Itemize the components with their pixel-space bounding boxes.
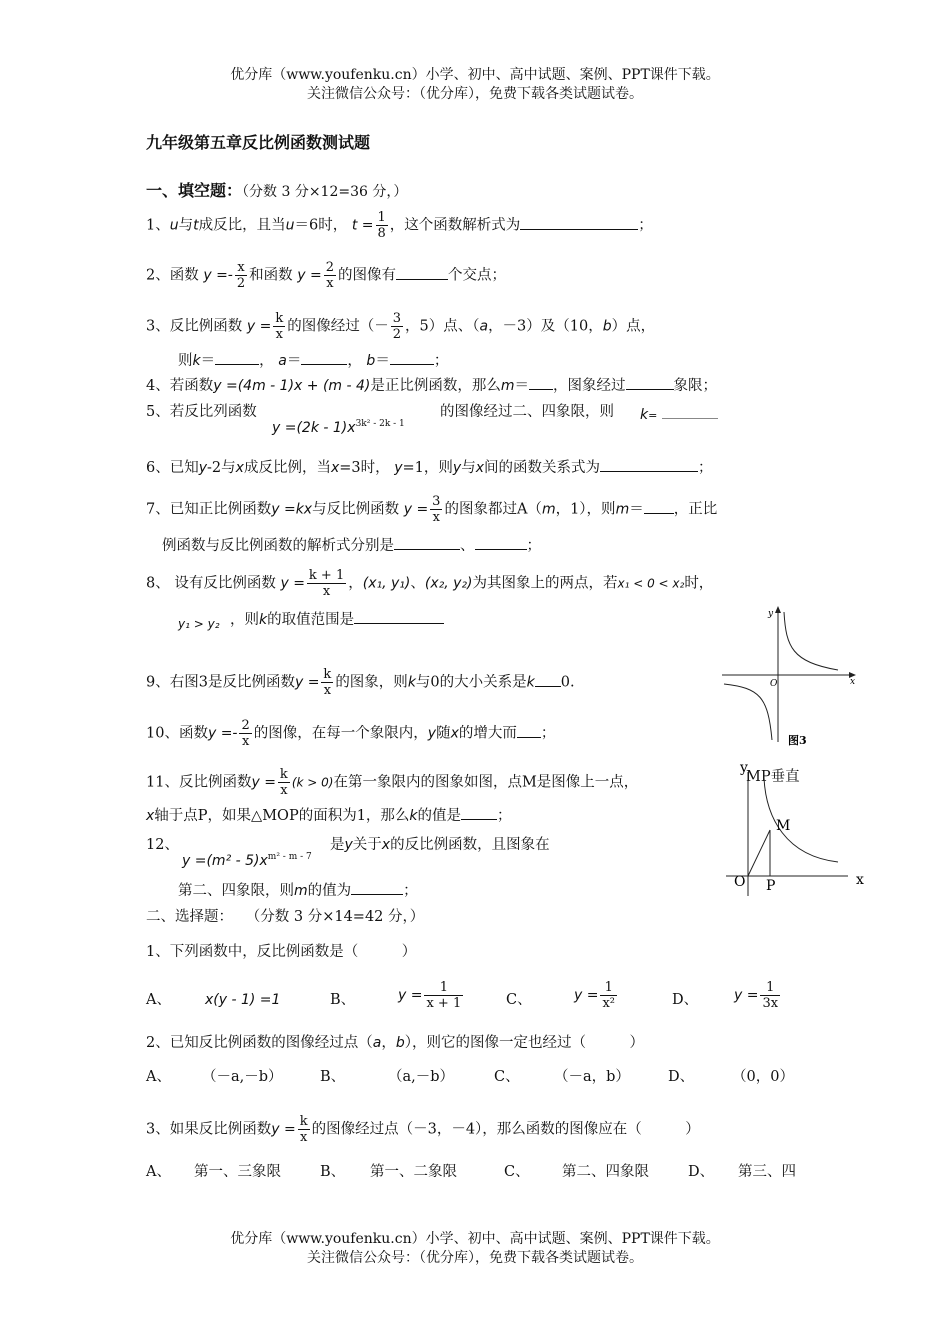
math-expr: y =(m² - 5)x (182, 852, 268, 869)
choice-3-option-b-label: B、 (320, 1164, 346, 1180)
curve-quadrant-1 (784, 612, 838, 670)
question-7-line-2: 例函数与反比例函数的解析式分别是 、 ； (162, 535, 541, 556)
fraction: $\frac{2}{x}$ (325, 260, 335, 291)
fraction: $\frac{x}{2}$ (236, 260, 246, 291)
answer-blank[interactable] (517, 723, 541, 738)
choice-2-option-b-label: B、 (320, 1069, 346, 1085)
math-expr: y =(4m - 1)x + (m - 4) (213, 378, 371, 394)
math-expr: y₁ > y₂ (178, 617, 220, 631)
q1-text: 1、 (146, 217, 170, 234)
choice-question-2: 2、已知反比例函数的图像经过点（a，b），则它的图像一定也经过（ ） (146, 1035, 644, 1051)
q1-text: ，这个函数解析式为 (389, 217, 521, 234)
section-1-heading (146, 178, 407, 201)
math-expr: y = (297, 267, 322, 284)
question-10: 10、函数y =- $\frac{2}{x}$ 的图像，在每一个象限内，y随x的增大而 ； (146, 718, 556, 749)
option-d-label: D、 (672, 992, 699, 1008)
question-6: 6、已知y-2与x成反比例，当x=3时， y=1，则y与x间的函数关系式为 ； (146, 457, 713, 478)
segment-om (748, 830, 770, 876)
answer-blank[interactable] (301, 350, 347, 365)
choice-2-option-a-label: A、 (146, 1069, 171, 1085)
x-label: x (856, 872, 864, 888)
fraction: $\frac{k}{x}$ (279, 767, 288, 798)
choice-question-1: 1、下列函数中，反比例函数是（ ） (146, 944, 417, 960)
fraction: $\frac{3}{2}$ (392, 311, 401, 342)
fraction: $\frac{3}{x}$ (432, 494, 441, 525)
origin-label: O (734, 874, 746, 890)
choice-3-option-d-label: D、 (688, 1164, 715, 1180)
choice-3-option-c-label: C、 (504, 1164, 530, 1180)
answer-blank[interactable] (354, 609, 444, 624)
q2-text: 的图像有 (338, 267, 397, 284)
math-expr: t = (351, 217, 374, 234)
answer-blank[interactable] (626, 375, 674, 390)
choice-2-option-c-label: C、 (494, 1069, 520, 1085)
answer-blank[interactable] (644, 499, 674, 514)
question-4: 4、若函数y =(4m - 1)x + (m - 4)是正比例函数，那么m＝ ，图象经过 象限； (146, 375, 717, 396)
answer-blank[interactable] (600, 457, 698, 472)
answer-blank[interactable] (520, 215, 638, 230)
choice-2-option-b[interactable]: （a,－b） (388, 1069, 455, 1085)
answer-blank[interactable] (475, 535, 527, 550)
q1-text: 成反比，且当 (198, 217, 286, 234)
y-axis-arrow (775, 606, 781, 613)
question-9: 9、右图3是反比例函数y = $\frac{k}{x}$ 的图象，则k与0的大小关系是k 0. (146, 667, 575, 698)
question-12-line-2: 第二、四象限，则m的值为 ； (178, 880, 418, 901)
choice-3-option-b[interactable]: 第一、二象限 (370, 1164, 457, 1180)
option-a[interactable]: x(y - 1) =1 (205, 992, 281, 1008)
answer-blank[interactable] (662, 404, 718, 419)
question-5-blank: k= (640, 404, 718, 426)
answer-blank[interactable] (396, 265, 448, 280)
point-m-label: M (776, 818, 791, 834)
option-d[interactable]: y = $\frac{1}{3x}$ (734, 980, 779, 1011)
question-3: 3、反比例函数 y = $\frac{k}{x}$ 的图像经过（－ $\frac{3}{2}$ ，5）点、（a，－3）及（10，b）点， (146, 311, 656, 342)
footer-line-2: 关注微信公众号：（优分库），免费下载各类试题试卷。 (307, 1250, 643, 1266)
choice-3-option-a[interactable]: 第一、三象限 (194, 1164, 281, 1180)
page-title: 九年级第五章反比例函数测试题 (146, 133, 371, 152)
choice-3-option-a-label: A、 (146, 1164, 171, 1180)
math-expr: y =(2k - 1)x (272, 419, 356, 436)
question-5-tail: 的图像经过二、四象限，则 (440, 404, 614, 420)
question-12-expr (182, 847, 312, 871)
header-line-2: 关注微信公众号：（优分库），免费下载各类试题试卷。 (307, 86, 643, 102)
section-2-heading (146, 907, 424, 927)
fraction: $\frac{k}{x}$ (275, 311, 284, 342)
fraction: $\frac{2}{x}$ (241, 718, 250, 749)
figure-3 (720, 602, 860, 752)
question-11-line-2: x轴于点P，如果△MOP的面积为1，那么k的值是 ； (146, 805, 512, 826)
var-u: u (169, 217, 179, 234)
answer-blank[interactable] (394, 535, 460, 550)
question-11-tail: MP垂直 (746, 769, 800, 785)
q2-text: 和函数 (249, 267, 293, 284)
option-b[interactable]: y = $\frac{1}{x + 1}$ (398, 980, 462, 1011)
math-expr: (x₂, y₂) (424, 575, 473, 592)
header-line-1: 优分库（www.youfenku.cn）小学、初中、高中试题、案例、PPT课件下载。 (230, 67, 720, 83)
question-8: 8、 设有反比例函数 y = $\frac{k + 1}{x}$ ，(x₁, y₁)、(x₂, y₂)为其图象上的两点，若x₁ < 0 < x₂时， (146, 568, 714, 599)
math-expr: y =kx (271, 501, 313, 518)
origin-label: O (770, 679, 778, 689)
question-11: 11、反比例函数y = $\frac{k}{x}$ (k > 0)在第一象限内的图象如图，点M是图像上一点， (146, 767, 639, 798)
option-b-label: B、 (330, 992, 356, 1008)
answer-blank[interactable] (529, 375, 553, 390)
answer-blank[interactable] (461, 805, 497, 820)
fraction: $\frac{k}{x}$ (323, 667, 332, 698)
answer-blank[interactable] (390, 350, 434, 365)
var-t: t (193, 217, 199, 234)
answer-blank[interactable] (351, 880, 403, 895)
fraction: $\frac{k + 1}{x}$ (308, 568, 345, 599)
question-5: 5、若反比列函数 (146, 404, 257, 420)
math-expr: x₁ < 0 < x₂ (617, 576, 685, 591)
exponent: m² - m - 7 (267, 852, 312, 862)
question-2: 2、函数 y =- $\frac{x}{2}$ 和函数 y = $\frac{2}{x}$ 的图像有 个交点； (146, 260, 507, 291)
choice-question-3: 3、如果反比例函数y = $\frac{k}{x}$ 的图像经过点（－3，－4），那么函数的图像应在（ ） (146, 1114, 700, 1145)
question-7: 7、已知正比例函数y =kx与反比例函数 y = $\frac{3}{x}$ 的图象都过A（m，1），则m＝ ，正比 (146, 494, 718, 525)
question-1: 1、u与t成反比，且当u＝6时， t = $\frac{1}{8}$ ，这个函数解析式为 ； (146, 210, 653, 241)
y-label: y (740, 760, 748, 776)
section-2-note: （分数 3 分×14=42 分，） (253, 909, 425, 925)
math-expr: y = (246, 318, 272, 335)
var-u: u (285, 217, 295, 234)
question-12: 12、 (146, 837, 179, 853)
question-12-tail: 是y关于x的反比例函数，且图象在 (330, 837, 550, 853)
math-expr: (x₁, y₁) (362, 575, 411, 592)
choice-2-option-c[interactable]: （－a，b） (554, 1069, 630, 1085)
figure-11 (726, 758, 870, 900)
exponent: 3k² - 2k - 1 (355, 419, 405, 429)
q2-text: 2、函数 (146, 267, 199, 284)
section-1-note: （分数 3 分×12=36 分，） (242, 184, 408, 200)
q1-text: ＝6时， (294, 217, 348, 234)
q1-text: 与 (178, 217, 194, 234)
choice-3-option-c[interactable]: 第二、四象限 (562, 1164, 649, 1180)
choice-2-option-d[interactable]: （0，0） (732, 1069, 794, 1085)
point-p-label: P (766, 878, 776, 894)
question-8-line-2-tail: ，则k的取值范围是 (230, 609, 444, 630)
curve-quadrant-3 (724, 684, 772, 740)
x-label: x (850, 677, 856, 687)
choice-1-options: A、 (146, 992, 171, 1008)
choice-2-option-a[interactable]: （－a,－b） (202, 1069, 283, 1085)
answer-blank[interactable] (215, 350, 259, 365)
section-1-title: 一、填空题： (146, 181, 243, 200)
choice-2-option-d-label: D、 (668, 1069, 695, 1085)
choice-3-option-d[interactable]: 第三、四 (738, 1164, 796, 1180)
question-3-answers: 则k＝ ， a＝ ， b＝ ； (178, 350, 448, 371)
math-expr: y =- (203, 267, 233, 284)
question-5-expr (272, 414, 405, 438)
answer-blank[interactable] (535, 672, 561, 687)
option-c-label: C、 (506, 992, 532, 1008)
option-c[interactable]: y = $\frac{1}{\text{x²}}$ (574, 980, 616, 1011)
figure-caption: 图3 (788, 734, 807, 747)
footer-line-1: 优分库（www.youfenku.cn）小学、初中、高中试题、案例、PPT课件下载。 (230, 1231, 720, 1247)
question-8-line-2 (178, 614, 220, 634)
fraction: $\frac{1}{8}$ (377, 210, 386, 241)
fraction: $\frac{k}{x}$ (299, 1114, 308, 1145)
section-2-title: 二、选择题： (146, 909, 233, 925)
y-label: y (768, 609, 774, 619)
